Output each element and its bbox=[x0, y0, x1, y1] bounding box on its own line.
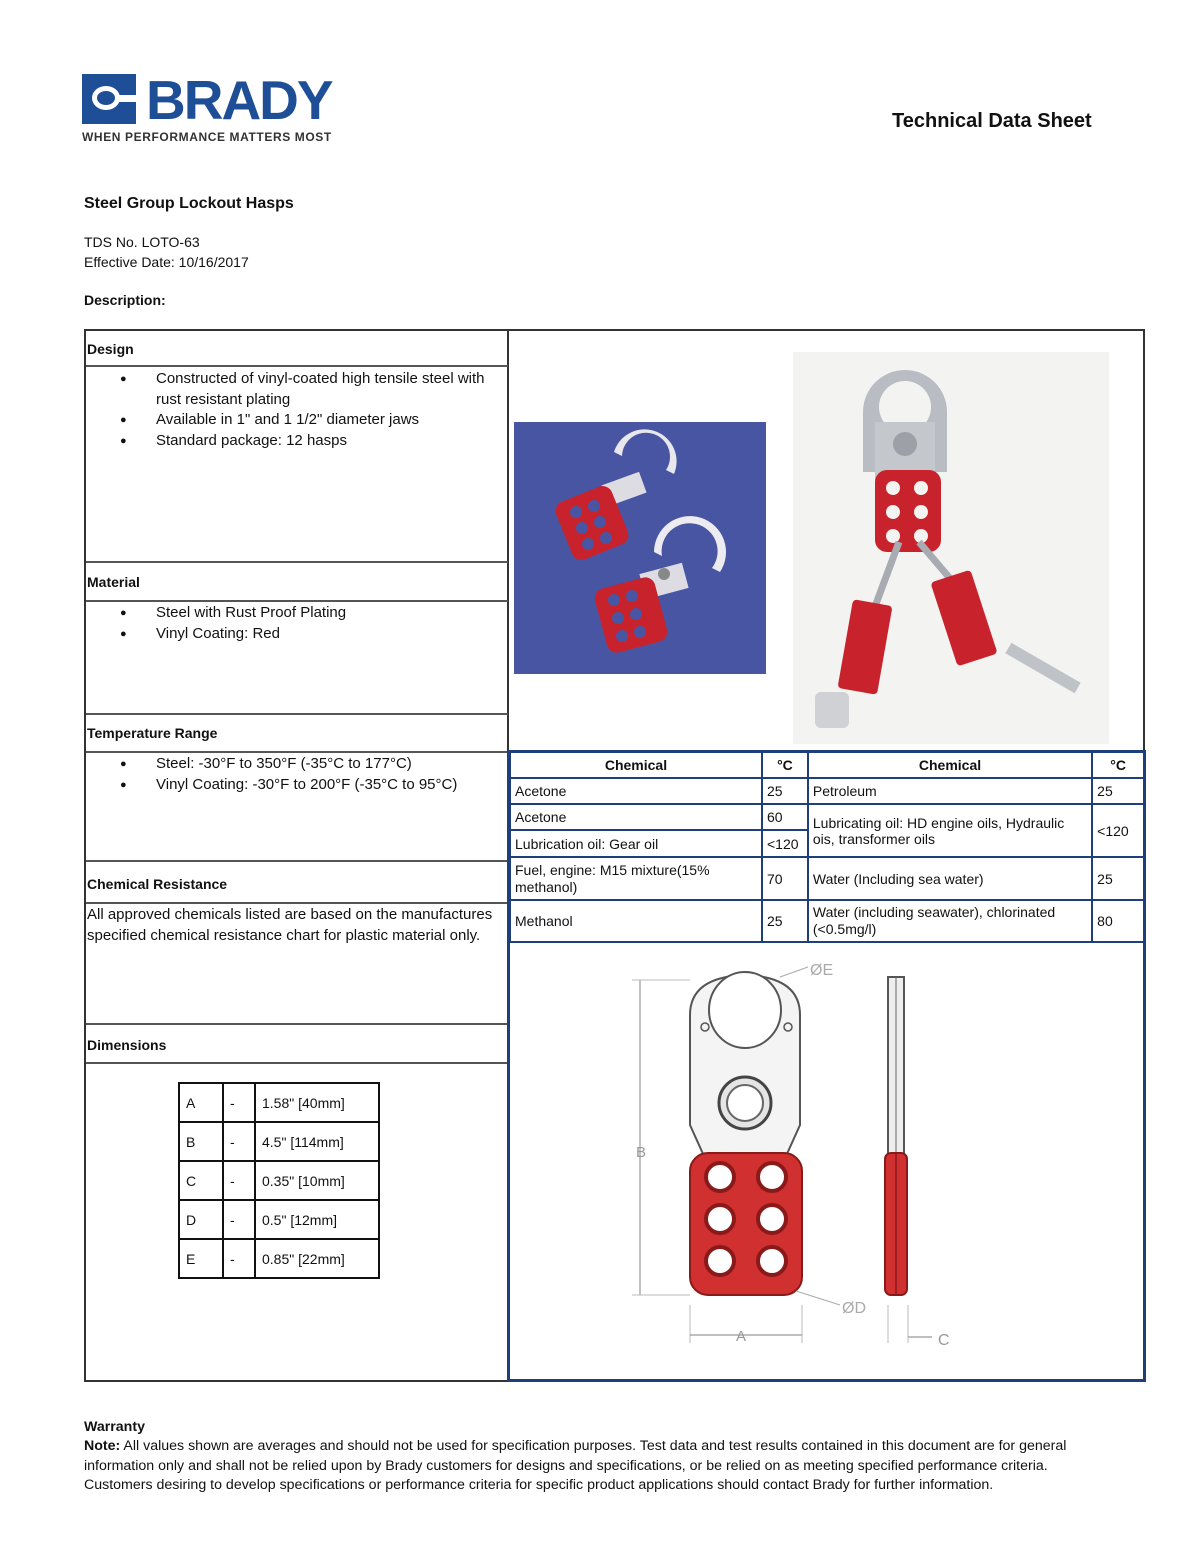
dim-sep: - bbox=[223, 1239, 255, 1278]
temperature-list bbox=[120, 754, 508, 795]
table-row bbox=[179, 1122, 379, 1161]
label-e: ØE bbox=[810, 962, 834, 979]
warranty-section bbox=[84, 1418, 1094, 1495]
chemical-name: Lubrication oil: Gear oil bbox=[510, 830, 762, 857]
dimension-drawing bbox=[560, 955, 1000, 1355]
chemical-temp: 25 bbox=[1092, 778, 1144, 804]
divider bbox=[86, 1023, 508, 1025]
chemical-temp: 25 bbox=[1092, 857, 1144, 900]
dim-key: D bbox=[179, 1200, 223, 1239]
dim-key: A bbox=[179, 1083, 223, 1122]
table-row bbox=[179, 1083, 379, 1122]
material-heading: Material bbox=[87, 574, 140, 590]
dim-sep: - bbox=[223, 1083, 255, 1122]
warranty-heading: Warranty bbox=[84, 1419, 145, 1435]
dim-key: C bbox=[179, 1161, 223, 1200]
chemical-temp: 80 bbox=[1092, 900, 1144, 942]
column-header: Chemical bbox=[510, 752, 762, 778]
note-text: All values shown are averages and should not be used for specification purposes. Test data and test results contained in this document are for general information only and shall not be relied upon by Brady customers for designs and specifications, or be relied on as meeting specified performance criteria. Customers desiring to develop specifications or performance criteria for specific product applications should contact Brady for further information. bbox=[84, 1438, 1067, 1493]
column-header: °C bbox=[1092, 752, 1144, 778]
brand-tagline: WHEN PERFORMANCE MATTERS MOST bbox=[82, 130, 332, 144]
dim-key: E bbox=[179, 1239, 223, 1278]
dim-key: B bbox=[179, 1122, 223, 1161]
design-item: ● Available in 1" and 1 1/2" diameter jaws bbox=[120, 410, 500, 431]
table-row bbox=[179, 1161, 379, 1200]
dim-sep: - bbox=[223, 1200, 255, 1239]
temperature-heading: Temperature Range bbox=[87, 725, 218, 741]
divider bbox=[86, 751, 508, 753]
chemical-name: Lubricating oil: HD engine oils, Hydraulic ois, transformer oils bbox=[808, 804, 1092, 857]
product-photo-blue bbox=[514, 422, 766, 674]
material-list bbox=[120, 603, 500, 644]
divider bbox=[86, 713, 508, 715]
chemical-name: Water (including seawater), chlorinated (<0.5mg/l) bbox=[808, 900, 1092, 942]
dimensions-table bbox=[178, 1082, 380, 1279]
dimensions-heading: Dimensions bbox=[87, 1037, 167, 1053]
chemical-name: Fuel, engine: M15 mixture(15% methanol) bbox=[510, 857, 762, 900]
chemical-name: Acetone bbox=[510, 778, 762, 804]
chemical-temp: <120 bbox=[762, 830, 808, 857]
dim-value: 0.85" [22mm] bbox=[255, 1239, 379, 1278]
chemical-resistance-heading: Chemical Resistance bbox=[87, 876, 228, 892]
chemical-resistance-table bbox=[509, 751, 1145, 943]
design-item: ● Standard package: 12 hasps bbox=[120, 431, 500, 452]
divider bbox=[86, 1062, 508, 1064]
product-photo-padlocks bbox=[793, 352, 1109, 744]
chemical-name: Methanol bbox=[510, 900, 762, 942]
table-row bbox=[179, 1239, 379, 1278]
brady-logo-icon bbox=[82, 74, 136, 124]
dim-value: 4.5" [114mm] bbox=[255, 1122, 379, 1161]
chemical-temp: 25 bbox=[762, 778, 808, 804]
column-header: Chemical bbox=[808, 752, 1092, 778]
tds-number: TDS No. LOTO-63 bbox=[84, 234, 200, 250]
dim-sep: - bbox=[223, 1122, 255, 1161]
temperature-item: ● Steel: -30°F to 350°F (-35°C to 177°C) bbox=[120, 754, 508, 775]
material-item: ● Steel with Rust Proof Plating bbox=[120, 603, 500, 624]
chemical-name: Petroleum bbox=[808, 778, 1092, 804]
table-row bbox=[510, 900, 1144, 942]
divider bbox=[86, 860, 508, 862]
design-item: ● Constructed of vinyl-coated high tensile steel with rust resistant plating bbox=[120, 369, 500, 410]
table-row bbox=[510, 857, 1144, 900]
design-heading: Design bbox=[87, 341, 134, 357]
material-item: ● Vinyl Coating: Red bbox=[120, 624, 500, 645]
table-header-row bbox=[510, 752, 1144, 778]
table-row bbox=[510, 804, 1144, 830]
brand-name: BRADY bbox=[146, 69, 332, 131]
chemical-temp: 60 bbox=[762, 804, 808, 830]
label-b: B bbox=[636, 1144, 647, 1161]
product-title: Steel Group Lockout Hasps bbox=[84, 195, 294, 212]
table-row bbox=[179, 1200, 379, 1239]
warranty-note bbox=[84, 1437, 1094, 1495]
effective-date: Effective Date: 10/16/2017 bbox=[84, 254, 249, 270]
chemical-resistance-note: All approved chemicals listed are based on the manufactures specified chemical resistance chart for plastic material only. bbox=[87, 906, 493, 944]
label-a: A bbox=[736, 1328, 747, 1345]
divider bbox=[86, 561, 508, 563]
design-list bbox=[120, 369, 500, 451]
dim-value: 0.5" [12mm] bbox=[255, 1200, 379, 1239]
divider bbox=[86, 600, 508, 602]
description-label: Description: bbox=[84, 292, 166, 308]
dim-sep: - bbox=[223, 1161, 255, 1200]
chemical-temp: 25 bbox=[762, 900, 808, 942]
chemical-name: Water (Including sea water) bbox=[808, 857, 1092, 900]
chemical-temp: 70 bbox=[762, 857, 808, 900]
dim-value: 0.35" [10mm] bbox=[255, 1161, 379, 1200]
divider bbox=[86, 365, 508, 367]
dim-value: 1.58" [40mm] bbox=[255, 1083, 379, 1122]
label-d: ØD bbox=[842, 1300, 866, 1317]
temperature-item: ● Vinyl Coating: -30°F to 200°F (-35°C to 95°C) bbox=[120, 775, 508, 796]
brady-logo bbox=[82, 69, 342, 146]
chemical-name: Acetone bbox=[510, 804, 762, 830]
column-header: °C bbox=[762, 752, 808, 778]
note-label: Note: bbox=[84, 1438, 121, 1455]
chemical-temp: <120 bbox=[1092, 804, 1144, 857]
label-c: C bbox=[938, 1332, 950, 1349]
doc-type-title: Technical Data Sheet bbox=[892, 110, 1092, 132]
table-row bbox=[510, 778, 1144, 804]
